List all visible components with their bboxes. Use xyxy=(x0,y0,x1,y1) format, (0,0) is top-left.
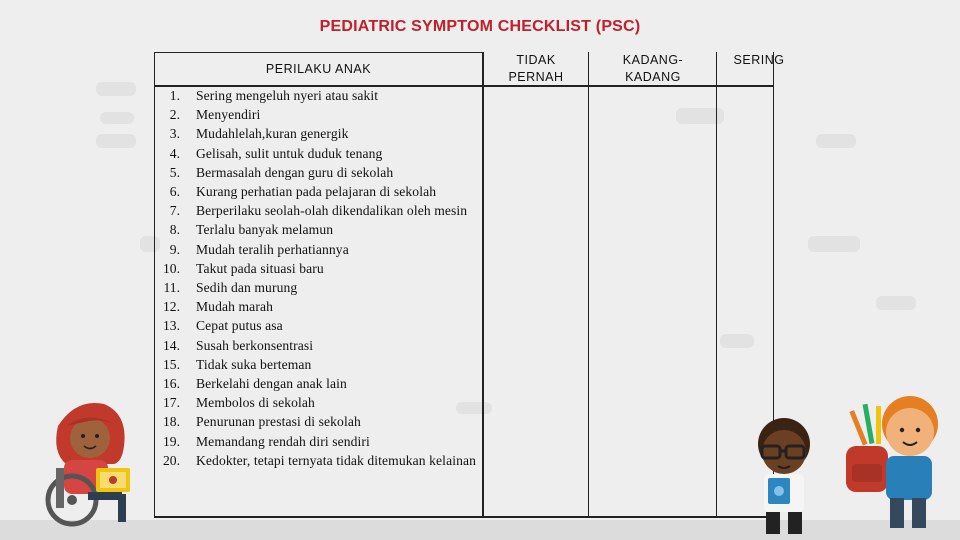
item-number: 12. xyxy=(163,299,180,315)
item-text: Mudahlelah,kuran genergik xyxy=(196,126,349,142)
item-number: 13. xyxy=(163,318,180,334)
item-text: Cepat putus asa xyxy=(196,318,283,334)
item-number: 18. xyxy=(163,414,180,430)
boy-backpack-pencils-illustration xyxy=(840,384,944,530)
item-number: 14. xyxy=(163,337,180,353)
item-text: Gelisah, sulit untuk duduk tenang xyxy=(196,145,383,161)
checklist-item xyxy=(160,374,482,393)
item-text: Sering mengeluh nyeri atau sakit xyxy=(196,88,379,103)
item-number: 1. xyxy=(169,88,180,103)
item-number: 2. xyxy=(169,107,180,123)
checklist-item xyxy=(160,412,482,431)
item-text: Penurunan prestasi di sekolah xyxy=(196,414,361,430)
item-number: 7. xyxy=(169,203,180,219)
item-number: 15. xyxy=(163,356,180,372)
item-text: Memandang rendah diri sendiri xyxy=(196,433,370,449)
item-number: 10. xyxy=(163,260,180,276)
checklist-item xyxy=(160,144,482,163)
column-divider xyxy=(588,52,589,518)
background-decoration xyxy=(808,236,860,252)
item-number: 17. xyxy=(163,395,180,411)
checklist-item xyxy=(160,220,482,239)
background-decoration xyxy=(96,82,136,96)
item-number: 9. xyxy=(169,241,180,257)
checklist-item xyxy=(160,432,482,451)
checklist-item xyxy=(160,201,482,220)
checklist-item xyxy=(160,182,482,201)
item-number: 4. xyxy=(169,145,180,161)
item-number: 11. xyxy=(163,280,180,296)
item-number: 16. xyxy=(163,376,180,392)
checklist-item xyxy=(160,278,482,297)
background-decoration xyxy=(140,236,160,252)
item-number: 3. xyxy=(169,126,180,142)
item-number: 5. xyxy=(169,164,180,180)
item-number: 6. xyxy=(169,184,180,200)
boy-glasses-book-illustration xyxy=(748,410,820,536)
item-text: Kedokter, tetapi ternyata tidak ditemukan kelainan xyxy=(196,452,477,468)
item-text: Menyendiri xyxy=(196,107,261,123)
column-divider xyxy=(716,52,717,518)
checklist-item xyxy=(160,240,482,259)
column-divider xyxy=(482,52,484,518)
item-number: 8. xyxy=(169,222,180,238)
girl-wheelchair-laptop-illustration xyxy=(36,396,148,530)
checklist-item xyxy=(160,451,482,470)
checklist-item xyxy=(160,297,482,316)
header-never: TIDAK PERNAH xyxy=(508,53,564,84)
symptom-list xyxy=(160,86,482,470)
table-top-border xyxy=(154,52,484,53)
item-text: Susah berkonsentrasi xyxy=(196,337,314,353)
background-decoration xyxy=(876,296,916,310)
item-text: Sedih dan murung xyxy=(196,280,298,296)
checklist-item xyxy=(160,336,482,355)
item-text: Bermasalah dengan guru di sekolah xyxy=(196,164,394,180)
item-text: Berkelahi dengan anak lain xyxy=(196,376,347,392)
item-text: Membolos di sekolah xyxy=(196,395,315,411)
item-text: Berperilaku seolah-olah dikendalikan oleh mesin xyxy=(196,203,468,219)
table-bottom-border xyxy=(154,516,774,518)
checklist-item xyxy=(160,86,482,105)
header-behavior: PERILAKU ANAK xyxy=(265,62,372,76)
checklist-item xyxy=(160,163,482,182)
item-text: Terlalu banyak melamun xyxy=(196,222,334,238)
item-text: Mudah marah xyxy=(196,299,273,315)
item-text: Tidak suka berteman xyxy=(196,356,312,372)
item-number: 19. xyxy=(163,433,180,449)
item-text: Takut pada situasi baru xyxy=(196,260,324,276)
checklist-item xyxy=(160,105,482,124)
item-text: Mudah teralih perhatiannya xyxy=(196,241,349,257)
background-decoration xyxy=(720,334,754,348)
checklist-item xyxy=(160,316,482,335)
item-number: 20. xyxy=(163,452,180,468)
item-text: Kurang perhatian pada pelajaran di sekolah xyxy=(196,184,437,200)
checklist-item xyxy=(160,124,482,143)
checklist-item xyxy=(160,259,482,278)
header-often: SERING xyxy=(733,53,785,67)
table-left-border xyxy=(154,52,155,518)
page-title: PEDIATRIC SYMPTOM CHECKLIST (PSC) xyxy=(319,18,641,35)
checklist-item xyxy=(160,393,482,412)
background-decoration xyxy=(96,134,136,148)
checklist-item xyxy=(160,355,482,374)
background-decoration xyxy=(100,112,134,124)
background-decoration xyxy=(816,134,856,148)
header-sometimes: KADANG-KADANG xyxy=(622,53,684,84)
